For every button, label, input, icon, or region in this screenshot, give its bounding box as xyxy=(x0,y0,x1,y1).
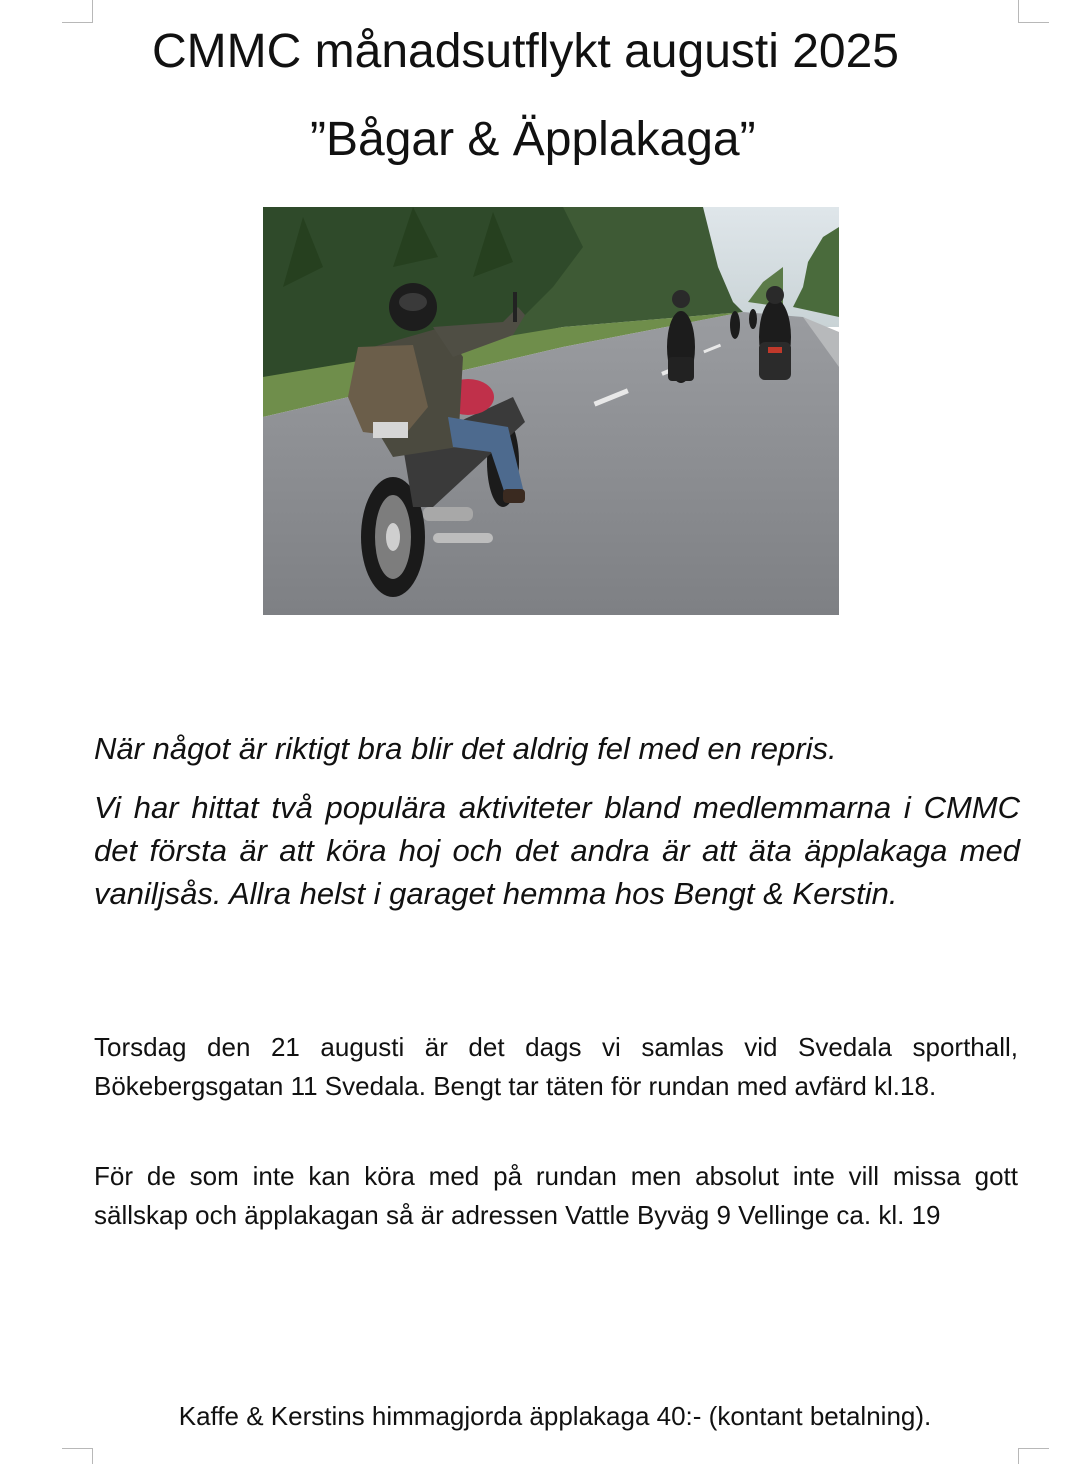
page-corner-mark-bottom-right xyxy=(1018,1448,1049,1464)
page-corner-mark-top-left xyxy=(62,0,93,23)
intro-lead-text: När något är riktigt bra blir det aldrig fel med en repris. xyxy=(94,731,837,766)
page-title: CMMC månadsutflykt augusti 2025 xyxy=(152,25,899,78)
page-subtitle: ”Bågar & Äpplakaga” xyxy=(310,113,756,166)
meeting-details-text: Torsdag den 21 augusti är det dags vi samlas vid Svedala sporthall, Bökebergsgatan 11 Svedala. Bengt tar täten för rundan med avfärd kl.18. xyxy=(94,1032,1018,1101)
motorcycle-riders-photo xyxy=(263,207,839,615)
footer-note: Kaffe & Kerstins himmagjorda äpplakaga 40:- (kontant betalning). xyxy=(178,1401,932,1431)
page-corner-mark-top-right xyxy=(1018,0,1049,23)
intro-body-text: Vi har hittat två populära aktiviteter bland medlemmarna i CMMC det första är att köra hoj och det andra är att äta äpplakaga med vaniljsås. Allra helst i garaget hemma hos Bengt & Kerstin. xyxy=(94,790,1020,911)
alternative-details-text: För de som inte kan köra med på rundan men absolut inte vill missa gott sällskap och äpplakagan så är adressen Vattle Byväg 9 Vellinge ca. kl. 19 xyxy=(94,1161,1018,1230)
page-corner-mark-bottom-left xyxy=(62,1448,93,1464)
